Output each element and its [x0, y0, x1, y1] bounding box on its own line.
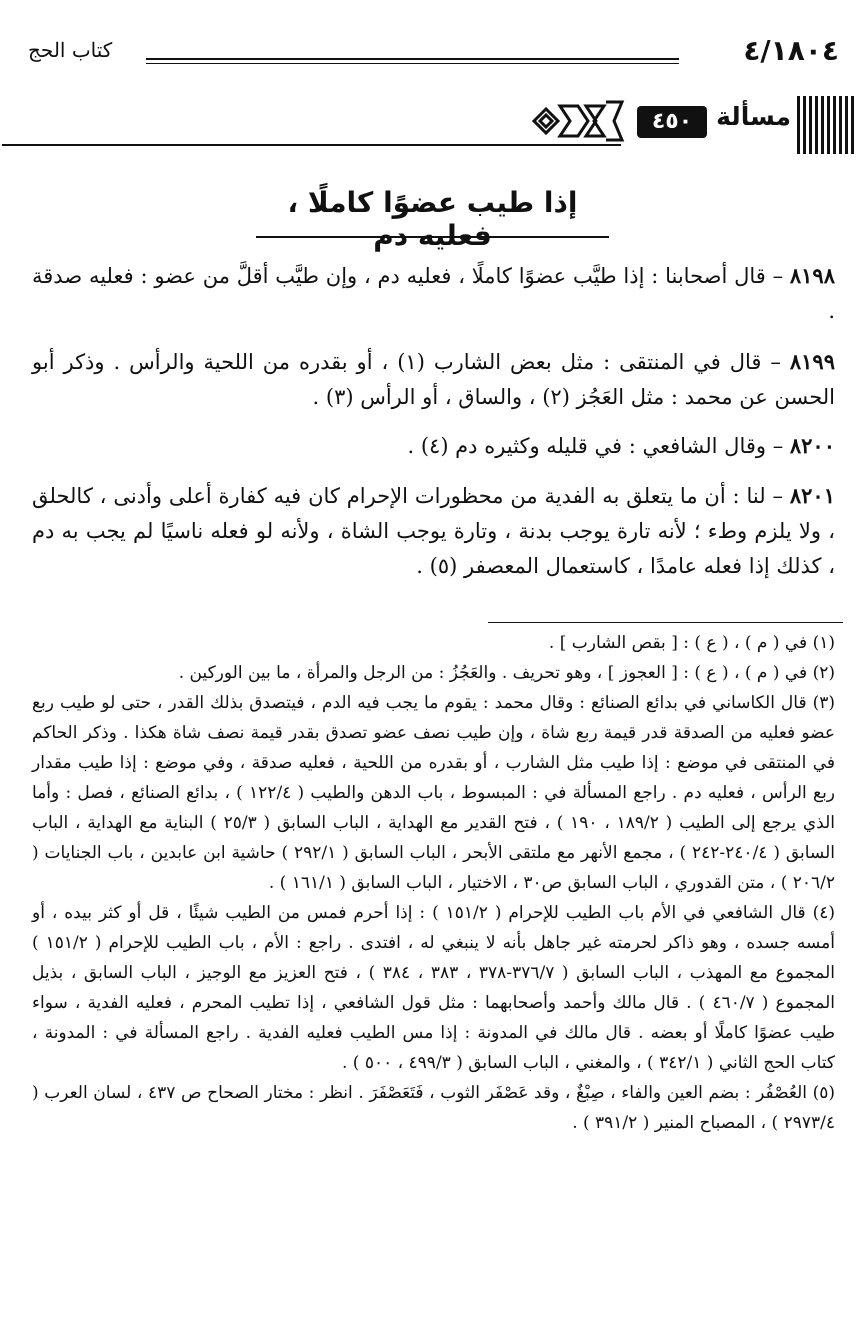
paragraph-text: – قال أصحابنا : إذا طيَّب عضوًا كاملًا ، فعليه دم ، وإن طيَّب أقلَّ من عضو : فعليه صدقة .: [32, 264, 835, 323]
paragraph: [32, 428, 835, 464]
paragraph: [32, 478, 835, 584]
paragraph-text: – وقال الشافعي : في قليله وكثيره دم (٤) .: [407, 434, 790, 458]
hatch-ornament: [797, 96, 857, 154]
paragraph-number: ٨١٩٩: [789, 349, 835, 374]
footnote-separator: [488, 622, 843, 623]
running-header: [28, 34, 839, 74]
footnote: (٣) قال الكاساني في بدائع الصنائع : وقال محمد : يقوم ما يجب فيه الدم ، فيتصدق بذلك القدر ، حتى لو طيب ربع عضو فعليه من الصدقة قدر قيمة ربع شاة ، وإن طيب نصف عضو تصدق بقدر قيمة نصف شاة هكذا . وذكر الحاكم في المنتقى في موضع : إذا طيب مثل الشارب ، أو بقدره من اللحية ، فعليه صدقة ، وفي موضع : إذا طيب مقدار ربع الرأس ، فعليه دم . راجع المسألة في : المبسوط ، باب الدهن والطيب ( ١٢٢/٤ ) ، بدائع الصنائع ، فصل : وأما الذي يرجع إلى الطيب ( ١٨٩/٢ ، ١٩٠ ) ، فتح القدير مع الهداية ، الباب السابق ( ٢٥/٣ ) البناية مع الهداية ، الباب السابق ( ٢٤٠/٤-٢٤٢ ) ، مجمع الأنهر مع ملتقى الأبحر ، الباب السابق ( ٢٩٢/١ ) حاشية ابن عابدين ، باب الجنايات ( ٢٠٦/٢ ) ، متن القدوري ، الباب السابق ص٣٠ ، الاختيار ، الباب السابق ( ١٦١/١ ) .: [32, 693, 836, 893]
paragraph: [32, 258, 835, 329]
footnote: (٥) العُصْفُر : بضم العين والفاء ، صِبْغٌ ، وقد عَصْفَر الثوب ، فَتَعَصْفَرَ . انظر : مختار الصحاح ص ٤٣٧ ، لسان العرب ( ٢٩٧٣/٤ ) ، المصباح المنير ( ٣٩١/٢ ) .: [32, 1083, 836, 1133]
paragraph-number: ٨٢٠٠: [789, 433, 835, 458]
masala-number-badge: ٤٥٠: [637, 106, 707, 138]
page-reference: ٤/١٨٠٤: [743, 34, 839, 67]
banner-rule: [2, 144, 621, 146]
paragraph: [32, 344, 835, 415]
masala-label: مسألة: [716, 102, 791, 131]
footnote: (٢) في ( م ) ، ( ع ) : [ العجوز ] ، وهو تحريف . والعَجُزُ : من الرجل والمرأة ، ما بين الوركين .: [178, 663, 835, 683]
header-rule-thin: [146, 63, 679, 64]
footnote: (٤) قال الشافعي في الأم باب الطيب للإحرام ( ١٥١/٢ ) : إذا أحرم فمس من الطيب شيئًا ، قل أو كثر بيده ، أو أمسه جسده ، وهو ذاكر لحرمته غير جاهل بأنه لا ينبغي له ، افتدى . راجع : الأم ، باب الطيب للإحرام ( ١٥١/٢ ) المجموع مع المهذب ، الباب السابق ( ٣٧٦/٧-٣٧٨ ، ٣٨٣ ، ٣٨٤ ) ، فتح العزيز مع الوجيز ، الباب السابق ، بذيل المجموع ( ٤٦٠/٧ ) . قال مالك وأحمد وأصحابهما : مثل قول الشافعي ، إذا تطيب المحرم ، فعليه الفدية ، سواء طيب عضوًا كاملًا أو بعضه . قال مالك في المدونة : إذا مس الطيب فعليه الفدية . راجع المسألة في : المدونة ، كتاب الحج الثاني ( ٣٤٢/١ ) ، والمغني ، الباب السابق ( ٤٩٩/٣ ، ٥٠٠ ) .: [32, 903, 836, 1073]
footnotes: [32, 628, 835, 1138]
chapter-title: إذا طيب عضوًا كاملًا ، فعليه دم: [287, 186, 578, 252]
paragraph-number: ٨١٩٨: [789, 263, 835, 288]
book-title: كتاب الحج: [28, 38, 113, 62]
paragraph-text: – قال في المنتقى : مثل بعض الشارب (١) ، أو بقدره من اللحية والرأس . وذكر أبو الحسن عن محمد : مثل العَجُز (٢) ، والساق ، أو الرأس (٣) .: [32, 350, 835, 409]
title-underline: [256, 236, 609, 238]
header-rule: [146, 58, 679, 60]
footnote: (١) في ( م ) ، ( ع ) : [ بقص الشارب ] .: [548, 633, 835, 653]
interlace-ornament-icon: [530, 96, 626, 146]
masala-banner: [2, 96, 857, 154]
paragraph-text: – لنا : أن ما يتعلق به الفدية من محظورات الإحرام كان فيه كفارة أعلى وأدنى ، كالحلق ، ولا يلزم وطء ؛ لأنه تارة يوجب بدنة ، وتارة يوجب الشاة ، ولأنه لو فعله ناسيًا لم يجب به دم ، كذلك إذا فعله عامدًا ، كاستعمال المعصفر (٥) .: [32, 484, 835, 578]
paragraph-number: ٨٢٠١: [789, 483, 835, 508]
